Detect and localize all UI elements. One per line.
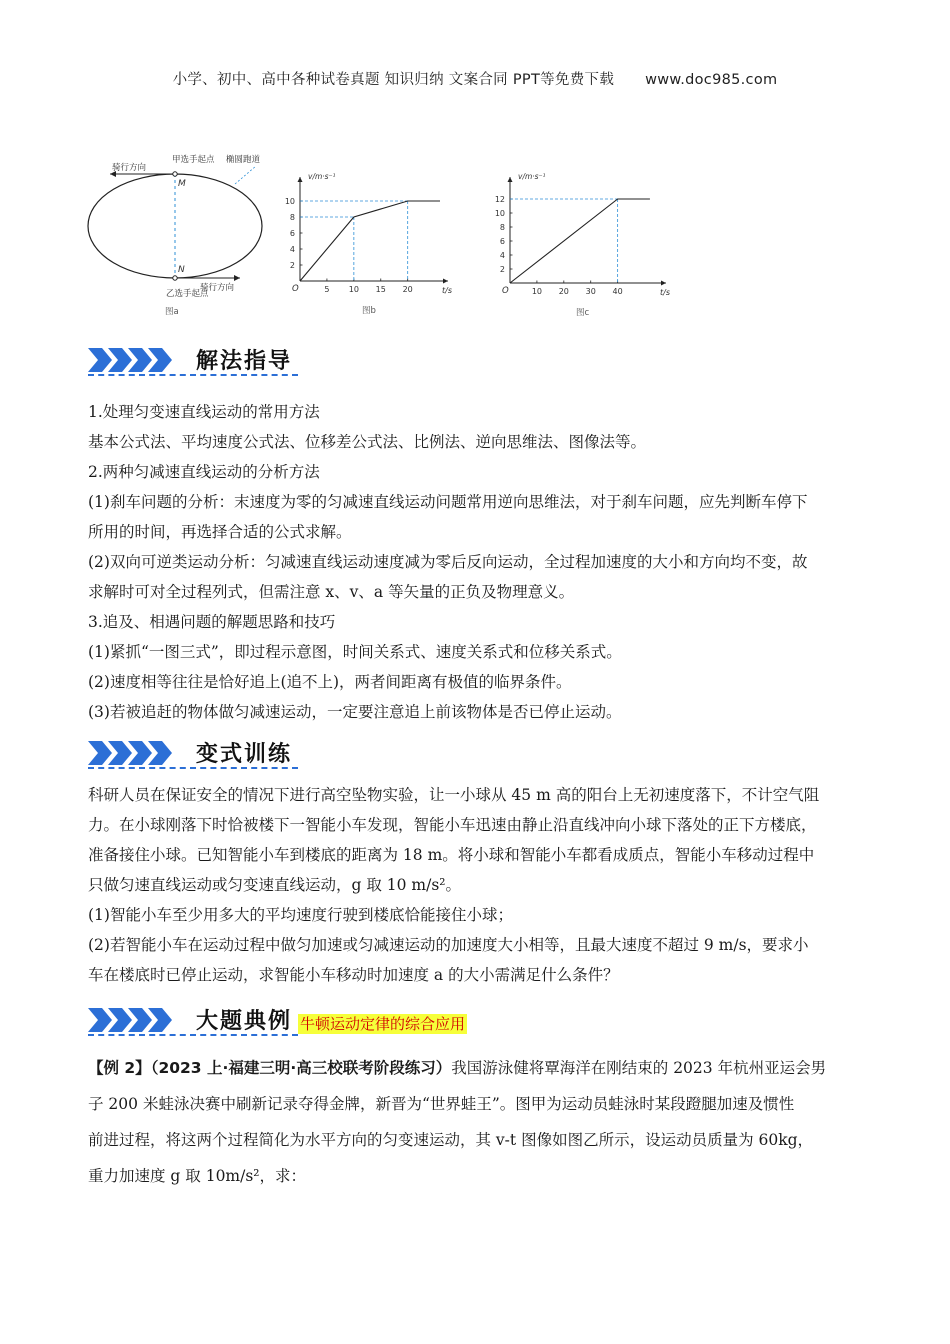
caption-fig-b: 图b [362, 306, 376, 316]
y-axis-arrow-icon [508, 177, 513, 182]
figure-a [88, 154, 262, 317]
guidance-line: 求解时可对全过程列式，但需注意 x、v、a 等矢量的正负及物理意义。 [88, 583, 575, 601]
guidance-line: (2)速度相等往往是恰好追上(追不上)，两者间距离有极值的临界条件。 [88, 673, 572, 691]
section-title-practice: 变式训练 [196, 742, 293, 767]
section-title-guidance: 解法指导 [196, 349, 293, 374]
y-tick-label: 12 [494, 195, 505, 204]
guidance-line: (1)刹车问题的分析：末速度为零的匀减速直线运动问题常用逆向思维法，对于刹车问题，应先判断车停下 [88, 493, 808, 511]
section-banner-example [88, 1000, 467, 1036]
x-axis-arrow-icon [661, 281, 666, 286]
y-tick-label: 8 [289, 213, 295, 222]
label-ride-dir-bottom: 骑行方向 [200, 283, 235, 293]
label-ride-dir-top: 骑行方向 [112, 163, 147, 173]
y-tick-label: 10 [494, 209, 505, 218]
chevrons-icon [88, 1008, 188, 1032]
banner-underline [88, 767, 298, 769]
y-tick-label: 2 [289, 261, 295, 270]
label-start-jia: 甲选手起点 [172, 155, 215, 165]
practice-line: 只做匀速直线运动或匀变速直线运动，g 取 10 m/s²。 [88, 876, 462, 894]
guidance-line: 所用的时间，再选择合适的公式求解。 [88, 523, 352, 541]
practice-line: 科研人员在保证安全的情况下进行高空坠物实验，让一小球从 45 m 高的阳台上无初速度落下，不计空气阻 [88, 786, 820, 804]
elliptical-track [88, 174, 262, 278]
header-url[interactable]: www.doc985.com [645, 72, 778, 88]
header-text: 小学、初中、高中各种试卷真题 知识归纳 文案合同 PPT等免费下载 [172, 72, 615, 88]
track-pointer-line [235, 166, 256, 184]
origin-label: O [502, 286, 509, 296]
y-tick-label: 4 [499, 251, 505, 260]
x-tick-label: 20 [558, 287, 569, 296]
point-m [173, 172, 177, 176]
y-tick-label: 10 [284, 197, 295, 206]
practice-line: (1)智能小车至少用多大的平均速度行驶到楼底恰能接住小球； [88, 906, 513, 924]
y-tick-label: 6 [499, 237, 505, 246]
example-line [88, 1050, 863, 1086]
y-tick-label: 4 [289, 245, 295, 254]
x-tick-label: 40 [612, 287, 623, 296]
y-tick-label: 2 [499, 265, 505, 274]
caption-fig-c: 图c [576, 308, 590, 318]
chevrons-icon [88, 348, 188, 372]
example-line: 前进过程，将这两个过程简化为水平方向的匀变速运动，其 v-t 图像如图乙所示，设运动员质量为 60kg， [88, 1131, 814, 1149]
section-title-example: 大题典例 [196, 1009, 293, 1034]
x-tick-label: 20 [402, 285, 413, 294]
practice-line: 车在楼底时已停止运动，求智能小车移动时加速度 a 的大小需满足什么条件？ [88, 966, 619, 984]
label-start-yi: 乙选手起点 [166, 289, 209, 299]
caption-fig-a: 图a [165, 307, 179, 317]
guidance-line: (3)若被追赶的物体做匀减速运动，一定要注意追上前该物体是否已停止运动。 [88, 703, 622, 721]
label-n: N [178, 265, 185, 275]
y-tick-label: 6 [289, 229, 295, 238]
y-tick-label: 8 [499, 223, 505, 232]
guidance-line: (2)双向可逆类运动分析：匀减速直线运动速度减为零后反向运动，全过程加速度的大小和方向均不变，故 [88, 553, 808, 571]
example-line: 子 200 米蛙泳决赛中刷新记录夺得金牌，新晋为“世界蛙王”。图甲为运动员蛙泳时某段蹬腿加速及惯性 [88, 1095, 795, 1113]
practice-line: (2)若智能小车在运动过程中做匀加速或匀减速运动的加速度大小相等，且最大速度不超过 9 m/s，要求小 [88, 936, 809, 954]
section-banner-guidance [88, 340, 292, 376]
section-guidance-body [88, 397, 863, 727]
section-example-body [88, 1050, 863, 1194]
y-axis-arrow-icon [298, 177, 303, 182]
figures-row [80, 150, 680, 330]
point-n [173, 276, 177, 280]
practice-line: 力。在小球刚落下时恰被楼下一智能小车发现，智能小车迅速由静止沿直线冲向小球下落处的正下方楼底， [88, 816, 817, 834]
example-label: 【例 2】 [88, 1059, 151, 1077]
chevrons-icon [88, 741, 188, 765]
x-tick-label: 15 [375, 285, 386, 294]
label-track: 椭圆跑道 [226, 155, 261, 165]
arrowhead-right-icon [234, 275, 240, 281]
x-tick-label: 10 [348, 285, 359, 294]
banner-underline [88, 374, 298, 376]
guidance-line: (1)紧抓“一图三式”，即过程示意图，时间关系式、速度关系式和位移关系式。 [88, 643, 622, 661]
x-tick-label: 30 [585, 287, 596, 296]
origin-label: O [292, 284, 299, 294]
banner-underline [88, 1034, 298, 1036]
page-header [0, 68, 950, 89]
example-source: （2023 上·福建三明·高三校联考阶段练习） [150, 1059, 452, 1077]
topic-tag: 牛顿运动定律的综合应用 [300, 1015, 466, 1033]
example-line: 重力加速度 g 取 10m/s²，求： [88, 1167, 307, 1185]
section-banner-practice [88, 733, 292, 769]
label-m: M [178, 179, 186, 189]
x-tick-label: 5 [324, 285, 330, 294]
practice-line: 准备接住小球。已知智能小车到楼底的距离为 18 m。将小球和智能小车都看成质点，智能小车移动过程中 [88, 846, 815, 864]
guidance-line: 2.两种匀减速直线运动的分析方法 [88, 463, 320, 481]
y-axis-label: v/m·s⁻¹ [308, 172, 336, 181]
section-practice-body [88, 780, 863, 990]
guidance-line: 3.追及、相遇问题的解题思路和技巧 [88, 613, 336, 631]
x-axis-label: t/s [442, 286, 452, 295]
x-tick-label: 10 [531, 287, 543, 296]
x-axis-label: t/s [660, 288, 670, 297]
x-axis-arrow-icon [443, 279, 448, 284]
example-text: 我国游泳健将覃海洋在刚结束的 2023 年杭州亚运会男 [451, 1059, 827, 1077]
velocity-line [510, 199, 650, 283]
figure-c-chart [495, 172, 670, 318]
velocity-line [300, 201, 440, 281]
guidance-line: 基本公式法、平均速度公式法、位移差公式法、比例法、逆向思维法、图像法等。 [88, 433, 647, 451]
figure-b-chart [285, 172, 452, 316]
y-axis-label: v/m·s⁻¹ [518, 172, 546, 181]
guidance-line: 1.处理匀变速直线运动的常用方法 [88, 403, 320, 421]
